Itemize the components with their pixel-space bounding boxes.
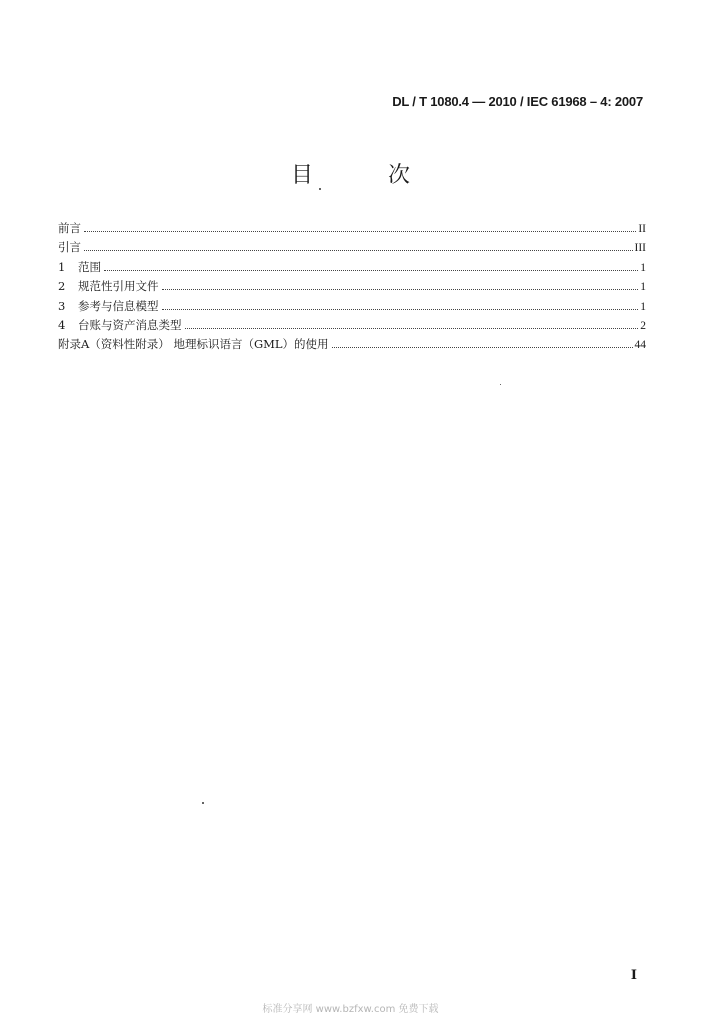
watermark-text: 标准分享网 www.bzfxw.com 免费下载 — [262, 1004, 439, 1015]
page-title: 目 次 — [291, 163, 444, 188]
toc-entry-label: 引言 — [58, 240, 81, 255]
toc-entry-label: 规范性引用文件 — [78, 279, 159, 294]
toc-entry-annex-a[interactable] — [58, 336, 646, 355]
toc-entry-scope[interactable] — [58, 259, 646, 278]
toc-entry-label: 范围 — [78, 259, 101, 274]
toc-entry-number: 3 — [58, 298, 66, 313]
toc-entry-label: 附录A（资料性附录） 地理标识语言（GML）的使用 — [58, 337, 329, 352]
toc-entry-foreword[interactable] — [58, 220, 646, 239]
toc-entry-message-types[interactable] — [58, 317, 646, 336]
toc-entry-label: 前言 — [58, 221, 81, 235]
scan-speck — [202, 802, 204, 804]
toc-leader-dots — [84, 250, 633, 251]
toc-leader-dots — [332, 347, 633, 348]
toc-entry-page: 1 — [640, 281, 646, 294]
toc-entry-label: 台账与资产消息类型 — [78, 317, 182, 332]
toc-entry-number: 1 — [58, 259, 66, 274]
toc-entry-number: 4 — [58, 317, 66, 332]
page-number: I — [630, 968, 637, 983]
toc-entry-page: 1 — [640, 300, 646, 313]
table-of-contents — [58, 220, 646, 356]
standard-code-header: DL / T 1080.4 — 2010 / IEC 61968 – 4: 2007 — [392, 94, 643, 109]
toc-leader-dots — [185, 328, 639, 329]
scan-speck — [500, 384, 501, 385]
toc-entry-page: III — [634, 242, 646, 255]
toc-entry-number: 2 — [58, 279, 66, 294]
toc-entry-page: II — [638, 223, 646, 235]
toc-leader-dots — [104, 270, 638, 271]
toc-entry-page: 44 — [634, 339, 646, 352]
toc-leader-dots — [162, 309, 639, 310]
toc-entry-normative-references[interactable] — [58, 278, 646, 297]
toc-entry-introduction[interactable] — [58, 239, 646, 258]
scan-speck — [319, 188, 321, 190]
toc-leader-dots — [162, 289, 639, 290]
toc-leader-dots — [84, 231, 636, 232]
toc-entry-page: 2 — [640, 319, 646, 332]
toc-entry-label: 参考与信息模型 — [78, 298, 159, 313]
toc-entry-page: 1 — [640, 261, 646, 274]
toc-entry-reference-model[interactable] — [58, 298, 646, 317]
